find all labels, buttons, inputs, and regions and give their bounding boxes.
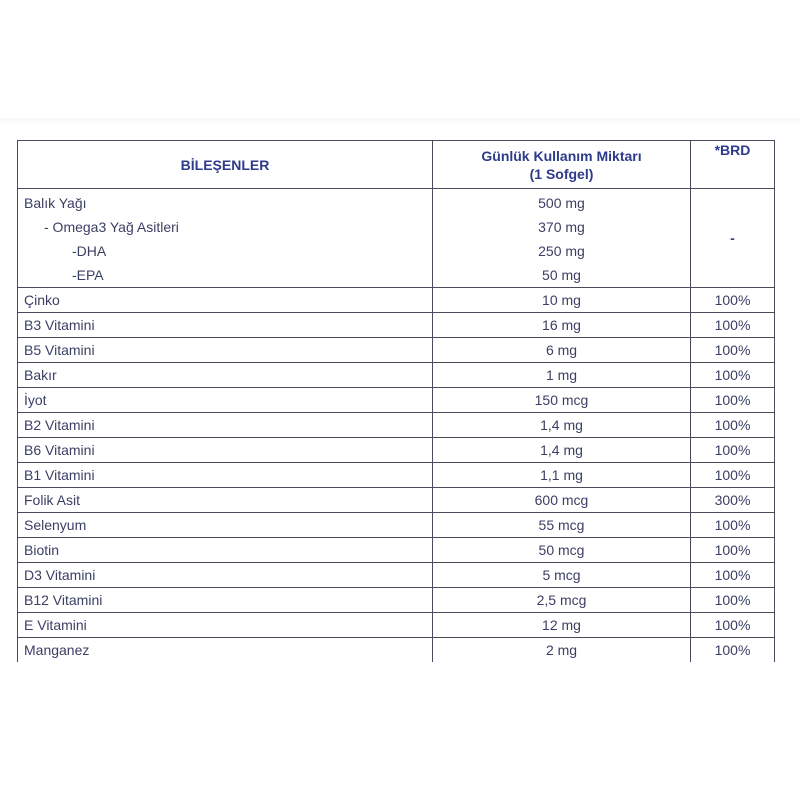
header-ingredients: BİLEŞENLER xyxy=(18,141,433,189)
ingredient-name: Folik Asit xyxy=(18,488,433,513)
table-row xyxy=(18,363,775,388)
ingredient-name: Manganez xyxy=(18,638,433,663)
ingredient-brd: 100% xyxy=(691,388,775,413)
ingredient-brd: 100% xyxy=(691,563,775,588)
omega3-name: - Omega3 Yağ Asitleri xyxy=(44,219,179,235)
ingredient-brd: 100% xyxy=(691,438,775,463)
dha-name: -DHA xyxy=(72,243,107,259)
ingredient-name: Çinko xyxy=(18,288,433,313)
table-header-row xyxy=(18,141,775,189)
header-brd: *BRD xyxy=(691,141,775,189)
ingredient-brd: 100% xyxy=(691,463,775,488)
ingredient-name: D3 Vitamini xyxy=(18,563,433,588)
ingredient-brd: 100% xyxy=(691,338,775,363)
table-row xyxy=(18,488,775,513)
ingredient-amount: 600 mcg xyxy=(433,488,691,513)
ingredient-name: B12 Vitamini xyxy=(18,588,433,613)
ingredient-brd: 100% xyxy=(691,538,775,563)
ingredient-amount: 50 mcg xyxy=(433,538,691,563)
fish-oil-amount: 500 mg xyxy=(538,195,585,211)
ingredient-amount: 6 mg xyxy=(433,338,691,363)
omega3-amount: 370 mg xyxy=(538,219,585,235)
table-row xyxy=(18,613,775,638)
ingredient-name: Biotin xyxy=(18,538,433,563)
table-row xyxy=(18,288,775,313)
ingredient-brd: 100% xyxy=(691,638,775,663)
ingredient-name: Selenyum xyxy=(18,513,433,538)
ingredient-name: B1 Vitamini xyxy=(18,463,433,488)
ingredient-amount: 1,1 mg xyxy=(433,463,691,488)
ingredient-name: B2 Vitamini xyxy=(18,413,433,438)
ingredient-brd: 300% xyxy=(691,488,775,513)
ingredient-brd: 100% xyxy=(691,613,775,638)
ingredient-amount: 16 mg xyxy=(433,313,691,338)
fish-oil-name: Balık Yağı xyxy=(24,195,87,211)
ingredient-brd: 100% xyxy=(691,413,775,438)
ingredient-amount: 1,4 mg xyxy=(433,438,691,463)
table-row xyxy=(18,313,775,338)
table-row xyxy=(18,588,775,613)
table-row xyxy=(18,338,775,363)
ingredient-brd: 100% xyxy=(691,313,775,338)
ingredient-name: Bakır xyxy=(18,363,433,388)
ingredient-name: E Vitamini xyxy=(18,613,433,638)
ingredient-amount: 2,5 mcg xyxy=(433,588,691,613)
epa-name: -EPA xyxy=(72,267,104,283)
ingredient-brd: 100% xyxy=(691,363,775,388)
ingredient-amount: 55 mcg xyxy=(433,513,691,538)
table-row xyxy=(18,438,775,463)
ingredient-amount: 150 mcg xyxy=(433,388,691,413)
ingredient-amount: 12 mg xyxy=(433,613,691,638)
header-usage-line1: Günlük Kullanım Miktarı xyxy=(481,147,642,164)
ingredient-amount: 10 mg xyxy=(433,288,691,313)
header-usage-line2: (1 Sofgel) xyxy=(529,165,594,182)
ingredient-amount: 5 mcg xyxy=(433,563,691,588)
ingredient-name: B5 Vitamini xyxy=(18,338,433,363)
table-row xyxy=(18,538,775,563)
table-row-fish-oil xyxy=(18,189,775,288)
dha-amount: 250 mg xyxy=(538,243,585,259)
nutrition-table xyxy=(17,140,775,662)
table-row xyxy=(18,413,775,438)
ingredient-amount: 1 mg xyxy=(433,363,691,388)
ingredient-name: B6 Vitamini xyxy=(18,438,433,463)
ingredient-brd: 100% xyxy=(691,588,775,613)
ingredient-brd: 100% xyxy=(691,288,775,313)
table-row xyxy=(18,638,775,663)
table-row xyxy=(18,563,775,588)
ingredient-name: İyot xyxy=(18,388,433,413)
ingredient-amount: 2 mg xyxy=(433,638,691,663)
fish-oil-brd: - xyxy=(691,189,775,288)
ingredient-name: B3 Vitamini xyxy=(18,313,433,338)
fish-oil-amounts xyxy=(433,189,691,288)
table-row xyxy=(18,513,775,538)
ingredient-brd: 100% xyxy=(691,513,775,538)
table-row xyxy=(18,388,775,413)
fish-oil-names xyxy=(18,189,433,288)
table-row xyxy=(18,463,775,488)
epa-amount: 50 mg xyxy=(542,267,581,283)
ingredient-amount: 1,4 mg xyxy=(433,413,691,438)
header-daily-usage xyxy=(433,141,691,189)
